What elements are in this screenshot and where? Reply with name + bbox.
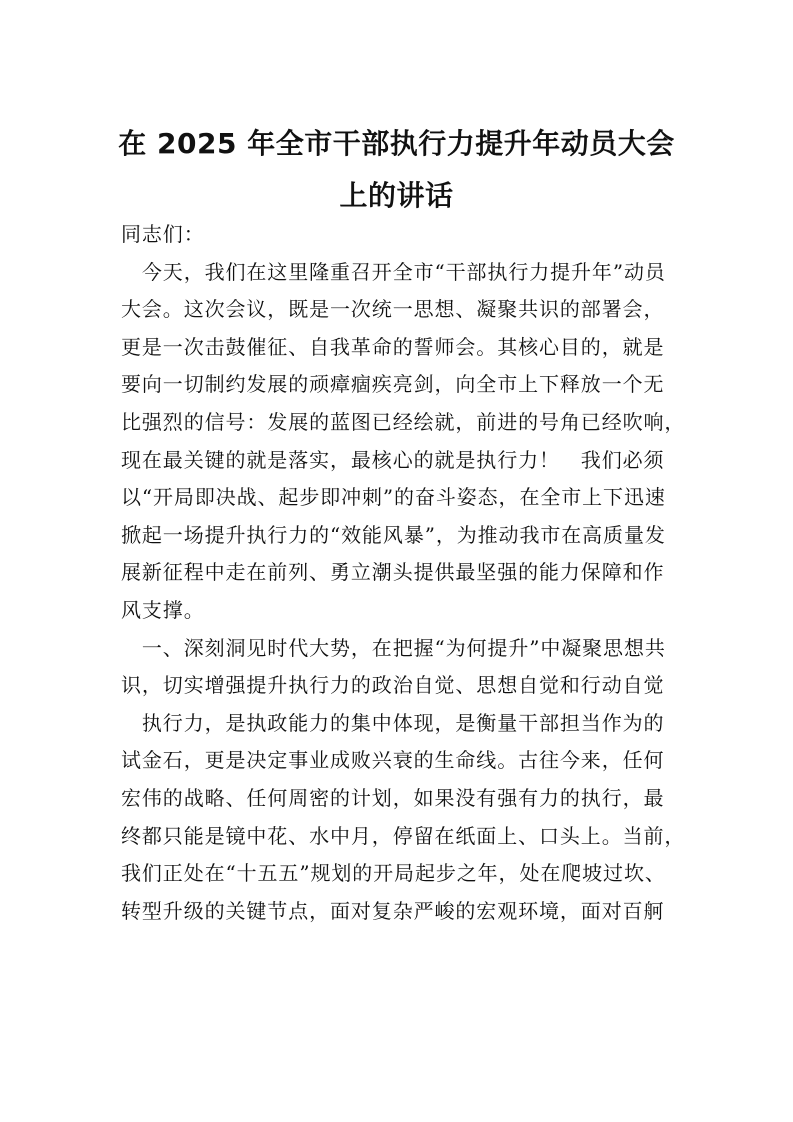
body-line: 更是一次击鼓催征、自我革命的誓师会。其核心目的，就是 bbox=[121, 334, 665, 359]
body-line: 我们正处在“十五五”规划的开局起步之年，处在爬坡过坎、 bbox=[121, 861, 666, 886]
body-line: 现在最关键的就是落实，最核心的就是执行力！ 我们必须 bbox=[121, 447, 665, 472]
body-line: 试金石，更是决定事业成败兴衰的生命线。古往今来，任何 bbox=[121, 748, 665, 773]
document-body bbox=[121, 216, 686, 930]
body-line: 大会。这次会议，既是一次统一思想、凝聚共识的部署会， bbox=[121, 297, 665, 322]
title-line-2: 上的讲话 bbox=[339, 179, 454, 212]
salutation: 同志们： bbox=[121, 222, 205, 246]
section-heading-line: 一、深刻洞见时代大势，在把握“为何提升”中凝聚思想共 bbox=[121, 635, 666, 660]
body-line: 今天，我们在这里隆重召开全市“干部执行力提升年”动员 bbox=[121, 259, 666, 284]
body-line: 要向一切制约发展的顽瘴痼疾亮剑，向全市上下释放一个无 bbox=[121, 372, 665, 397]
body-line: 转型升级的关键节点，面对复杂严峻的宏观环境，面对百舸 bbox=[121, 898, 665, 923]
body-line: 风支撑。 bbox=[121, 597, 205, 622]
document-title bbox=[80, 118, 713, 222]
body-line: 展新征程中走在前列、勇立潮头提供最坚强的能力保障和作 bbox=[121, 560, 665, 585]
body-line: 宏伟的战略、任何周密的计划，如果没有强有力的执行，最 bbox=[121, 785, 665, 810]
body-line: 掀起一场提升执行力的“效能风暴”，为推动我市在高质量发 bbox=[121, 522, 666, 547]
body-line: 比强烈的信号：发展的蓝图已经绘就，前进的号角已经吹响， bbox=[121, 409, 686, 434]
title-line-1: 在 2025 年全市干部执行力提升年动员大会 bbox=[118, 127, 675, 160]
body-line: 执行力，是执政能力的集中体现，是衡量干部担当作为的 bbox=[121, 710, 665, 735]
section-heading-line: 识，切实增强提升执行力的政治自觉、思想自觉和行动自觉 bbox=[121, 673, 665, 698]
body-line: 以“开局即决战、起步即冲刺”的奋斗姿态，在全市上下迅速 bbox=[121, 485, 666, 510]
body-line: 终都只能是镜中花、水中月，停留在纸面上、口头上。当前， bbox=[121, 823, 686, 848]
